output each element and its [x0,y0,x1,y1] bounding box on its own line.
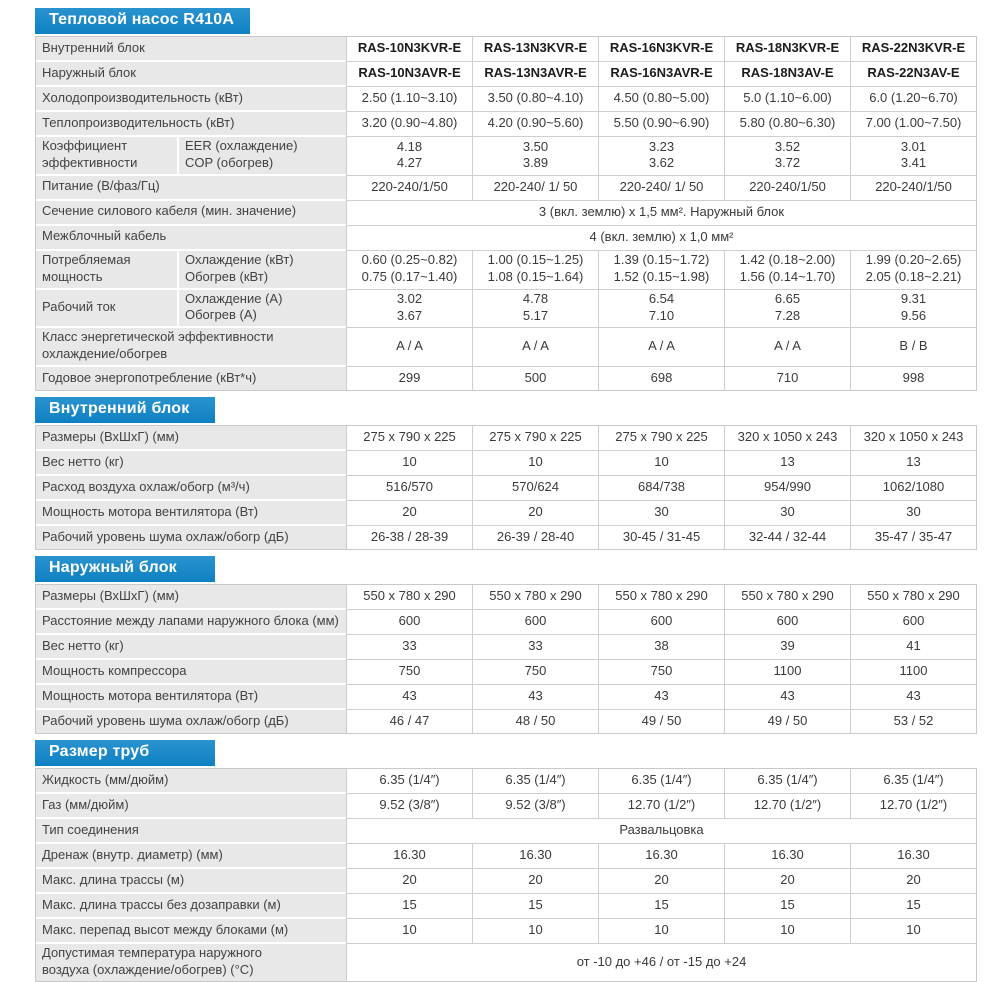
cell-value: 684/738 [598,476,724,501]
cell-value: 33 [472,635,598,660]
cell-value: 6.54 7.10 [598,290,724,329]
cell-value: 16.30 [850,844,976,869]
cell-value: 20 [472,501,598,526]
cell-value: 4.18 4.27 [346,137,472,176]
cell-value: RAS-10N3KVR-E [346,37,472,62]
cell-value: 954/990 [724,476,850,501]
cell-value: 320 x 1050 x 243 [850,426,976,451]
cell-value: 10 [346,919,472,944]
cell-value: RAS-16N3AVR-E [598,62,724,87]
spec-row [36,769,976,794]
spec-row [36,869,976,894]
spec-table [35,768,977,982]
cell-value: 43 [598,685,724,710]
cell-value: 6.65 7.28 [724,290,850,329]
spec-row [36,710,976,733]
cell-value: 275 x 790 x 225 [472,426,598,451]
cell-value: 570/624 [472,476,598,501]
cell-value: 16.30 [724,844,850,869]
cell-value: 41 [850,635,976,660]
cell-value: 750 [346,660,472,685]
spec-content [35,36,1000,982]
spec-row [36,794,976,819]
row-label: Внутренний блок [36,37,346,62]
cell-value: 20 [598,869,724,894]
spec-row [36,112,976,137]
section-title: Внутренний блок [49,400,190,418]
cell-value: 26-39 / 28-40 [472,526,598,549]
cell-value: 220-240/ 1/ 50 [472,176,598,201]
cell-value: 12.70 (1/2″) [724,794,850,819]
row-sublabel: Охлаждение (кВт) Обогрев (кВт) [179,251,346,290]
spec-row [36,87,976,112]
spec-table [35,584,977,734]
cell-value: 20 [850,869,976,894]
cell-value: 710 [724,367,850,390]
row-label: Рабочий уровень шума охлаж/обогр (дБ) [36,710,346,733]
cell-value: A / A [598,328,724,367]
cell-value: 1.00 (0.15~1.25) 1.08 (0.15~1.64) [472,251,598,290]
spec-row [36,476,976,501]
cell-value: 550 x 780 x 290 [598,585,724,610]
cell-value: 600 [598,610,724,635]
cell-value: 750 [598,660,724,685]
cell-value: 550 x 780 x 290 [850,585,976,610]
row-label: Макс. перепад высот между блоками (м) [36,919,346,944]
section-title: Размер труб [49,743,150,761]
cell-value: 9.31 9.56 [850,290,976,329]
row-label: Питание (В/фаз/Гц) [36,176,346,201]
cell-value: B / B [850,328,976,367]
cell-value: 30 [724,501,850,526]
cell-value: 15 [346,894,472,919]
spec-row [36,501,976,526]
spec-row [36,226,976,251]
cell-value: 6.35 (1/4″) [472,769,598,794]
spec-row [36,176,976,201]
row-label: Макс. длина трассы без дозаправки (м) [36,894,346,919]
cell-value: 600 [346,610,472,635]
cell-value: RAS-13N3AVR-E [472,62,598,87]
row-label: Рабочий уровень шума охлаж/обогр (дБ) [36,526,346,549]
cell-value: 43 [850,685,976,710]
spec-row [36,635,976,660]
spec-row [36,201,976,226]
cell-value: 20 [472,869,598,894]
row-label: Мощность мотора вентилятора (Вт) [36,501,346,526]
cell-value: 16.30 [472,844,598,869]
row-label: Размеры (ВхШхГ) (мм) [36,426,346,451]
cell-value: 220-240/1/50 [850,176,976,201]
cell-value: 3.52 3.72 [724,137,850,176]
merged-value: 3 (вкл. землю) х 1,5 мм². Наружный блок [346,201,976,226]
cell-value: 1100 [724,660,850,685]
cell-value: 1100 [850,660,976,685]
cell-value: 1.99 (0.20~2.65) 2.05 (0.18~2.21) [850,251,976,290]
spec-row [36,944,976,981]
row-label: Газ (мм/дюйм) [36,794,346,819]
row-label: Мощность мотора вентилятора (Вт) [36,685,346,710]
cell-value: 550 x 780 x 290 [346,585,472,610]
row-label: Дренаж (внутр. диаметр) (мм) [36,844,346,869]
spec-row [36,37,976,62]
cell-value: 550 x 780 x 290 [724,585,850,610]
cell-value: 4.50 (0.80~5.00) [598,87,724,112]
cell-value: 500 [472,367,598,390]
section-header [35,740,215,766]
row-label: Мощность компрессора [36,660,346,685]
cell-value: 6.35 (1/4″) [724,769,850,794]
cell-value: RAS-16N3KVR-E [598,37,724,62]
cell-value: RAS-22N3KVR-E [850,37,976,62]
row-label: Класс энергетической эффективности охлаждение/обогрев [36,328,346,367]
cell-value: 49 / 50 [598,710,724,733]
merged-value: 4 (вкл. землю) х 1,0 мм² [346,226,976,251]
section-header [35,397,215,423]
cell-value: 49 / 50 [724,710,850,733]
cell-value: 5.80 (0.80~6.30) [724,112,850,137]
cell-value: 35-47 / 35-47 [850,526,976,549]
cell-value: 600 [850,610,976,635]
cell-value: 698 [598,367,724,390]
spec-row [36,585,976,610]
row-label: Жидкость (мм/дюйм) [36,769,346,794]
cell-value: 4.20 (0.90~5.60) [472,112,598,137]
spec-row [36,894,976,919]
spec-row [36,137,976,176]
cell-value: 10 [472,919,598,944]
cell-value: 10 [724,919,850,944]
row-label: Коэффициент эффективности [36,137,179,176]
cell-value: 998 [850,367,976,390]
row-label: Рабочий ток [36,290,179,329]
cell-value: 5.50 (0.90~6.90) [598,112,724,137]
spec-row [36,660,976,685]
cell-value: 6.0 (1.20~6.70) [850,87,976,112]
row-label: Тип соединения [36,819,346,844]
cell-value: RAS-18N3KVR-E [724,37,850,62]
cell-value: 13 [724,451,850,476]
row-label: Межблочный кабель [36,226,346,251]
cell-value: 6.35 (1/4″) [850,769,976,794]
cell-value: 1.42 (0.18~2.00) 1.56 (0.14~1.70) [724,251,850,290]
cell-value: 10 [346,451,472,476]
row-label: Допустимая температура наружного воздуха (охлаждение/обогрев) (°С) [36,944,346,981]
spec-row [36,610,976,635]
row-sublabel: Охлаждение (А) Обогрев (А) [179,290,346,329]
section-header-main [35,8,250,34]
cell-value: 15 [850,894,976,919]
spec-row [36,919,976,944]
cell-value: 33 [346,635,472,660]
cell-value: 3.20 (0.90~4.80) [346,112,472,137]
cell-value: 275 x 790 x 225 [346,426,472,451]
page-title: Тепловой насос R410A [49,11,235,28]
cell-value: 3.23 3.62 [598,137,724,176]
cell-value: 10 [850,919,976,944]
cell-value: RAS-13N3KVR-E [472,37,598,62]
cell-value: 9.52 (3/8″) [346,794,472,819]
row-label: Размеры (ВхШхГ) (мм) [36,585,346,610]
row-label: Годовое энергопотребление (кВт*ч) [36,367,346,390]
cell-value: 20 [346,869,472,894]
row-label: Расход воздуха охлаж/обогр (м³/ч) [36,476,346,501]
spec-row [36,685,976,710]
cell-value: 10 [598,919,724,944]
row-label: Теплопроизводительность (кВт) [36,112,346,137]
cell-value: 30 [850,501,976,526]
cell-value: 9.52 (3/8″) [472,794,598,819]
spec-row [36,451,976,476]
cell-value: 15 [472,894,598,919]
cell-value: 12.70 (1/2″) [598,794,724,819]
cell-value: 0.60 (0.25~0.82) 0.75 (0.17~1.40) [346,251,472,290]
cell-value: RAS-18N3AV-E [724,62,850,87]
cell-value: 516/570 [346,476,472,501]
merged-value: от -10 до +46 / от -15 до +24 [346,944,976,981]
cell-value: 16.30 [346,844,472,869]
row-label: Расстояние между лапами наружного блока (мм) [36,610,346,635]
row-label: Вес нетто (кг) [36,451,346,476]
cell-value: RAS-10N3AVR-E [346,62,472,87]
cell-value: 750 [472,660,598,685]
cell-value: 20 [724,869,850,894]
cell-value: A / A [346,328,472,367]
spec-row [36,367,976,390]
spec-row [36,426,976,451]
cell-value: 13 [850,451,976,476]
cell-value: 600 [724,610,850,635]
cell-value: 12.70 (1/2″) [850,794,976,819]
row-label: Холодопроизводительность (кВт) [36,87,346,112]
cell-value: 20 [346,501,472,526]
row-label: Макс. длина трассы (м) [36,869,346,894]
cell-value: 39 [724,635,850,660]
spec-row [36,290,976,329]
cell-value: 299 [346,367,472,390]
cell-value: 3.50 (0.80~4.10) [472,87,598,112]
row-label: Вес нетто (кг) [36,635,346,660]
cell-value: 600 [472,610,598,635]
spec-table [35,36,977,391]
spec-row [36,328,976,367]
cell-value: 46 / 47 [346,710,472,733]
cell-value: 30 [598,501,724,526]
spec-row [36,526,976,549]
cell-value: 220-240/1/50 [346,176,472,201]
cell-value: 6.35 (1/4″) [598,769,724,794]
cell-value: 16.30 [598,844,724,869]
spec-row [36,251,976,290]
cell-value: 5.0 (1.10~6.00) [724,87,850,112]
cell-value: 3.02 3.67 [346,290,472,329]
cell-value: A / A [472,328,598,367]
section-title: Наружный блок [49,559,177,577]
cell-value: 26-38 / 28-39 [346,526,472,549]
merged-value: Развальцовка [346,819,976,844]
row-label: Наружный блок [36,62,346,87]
row-label: Сечение силового кабеля (мин. значение) [36,201,346,226]
cell-value: 30-45 / 31-45 [598,526,724,549]
cell-value: 275 x 790 x 225 [598,426,724,451]
cell-value: 320 x 1050 x 243 [724,426,850,451]
cell-value: 53 / 52 [850,710,976,733]
section-header [35,556,215,582]
cell-value: 43 [724,685,850,710]
cell-value: 3.50 3.89 [472,137,598,176]
cell-value: 2.50 (1.10~3.10) [346,87,472,112]
cell-value: 43 [346,685,472,710]
cell-value: 7.00 (1.00~7.50) [850,112,976,137]
cell-value: RAS-22N3AV-E [850,62,976,87]
cell-value: 4.78 5.17 [472,290,598,329]
cell-value: 550 x 780 x 290 [472,585,598,610]
spec-table [35,425,977,550]
cell-value: 1062/1080 [850,476,976,501]
cell-value: A / A [724,328,850,367]
cell-value: 1.39 (0.15~1.72) 1.52 (0.15~1.98) [598,251,724,290]
cell-value: 15 [598,894,724,919]
spec-row [36,819,976,844]
cell-value: 15 [724,894,850,919]
cell-value: 48 / 50 [472,710,598,733]
row-label: Потребляемая мощность [36,251,179,290]
row-sublabel: EER (охлаждение) COP (обогрев) [179,137,346,176]
cell-value: 6.35 (1/4″) [346,769,472,794]
cell-value: 220-240/1/50 [724,176,850,201]
cell-value: 220-240/ 1/ 50 [598,176,724,201]
cell-value: 3.01 3.41 [850,137,976,176]
spec-row [36,62,976,87]
cell-value: 10 [598,451,724,476]
cell-value: 38 [598,635,724,660]
cell-value: 43 [472,685,598,710]
cell-value: 32-44 / 32-44 [724,526,850,549]
cell-value: 10 [472,451,598,476]
spec-row [36,844,976,869]
